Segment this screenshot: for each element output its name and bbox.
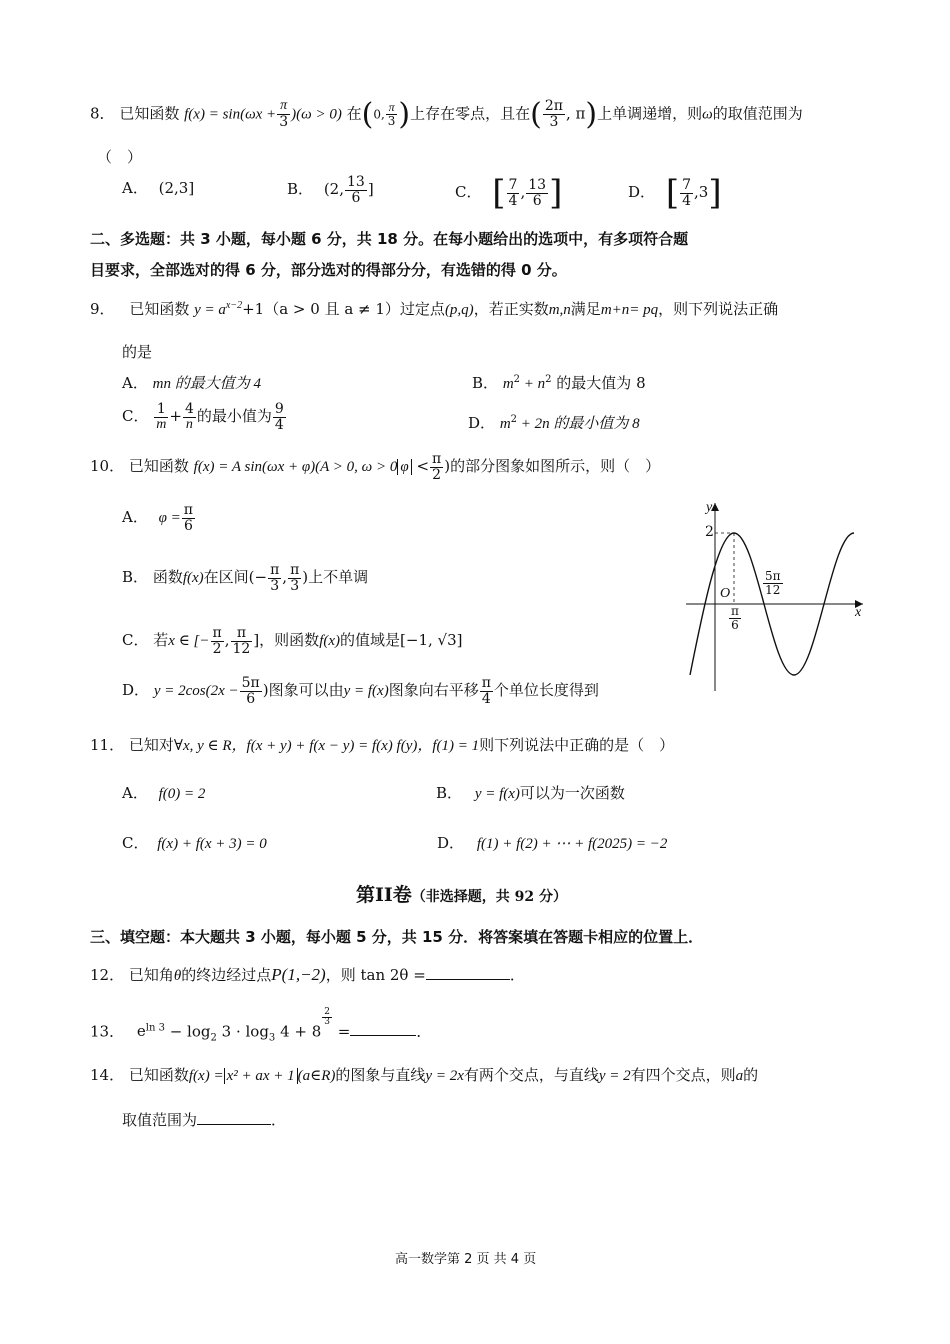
section-2-heading-cont: 目要求，全部选对的得 6 分，部分选对的得部分分，有选错的得 0 分。 [90, 261, 567, 279]
q9-option-a: A． mn 的最大值为 4 [122, 374, 261, 392]
q8-number: 8． [90, 104, 115, 123]
q14-line2: 取值范围为 ． [122, 1111, 287, 1129]
q12-line: 12． 已知角θ的终边经过点P(1,−2)，则 tan 2θ = ． [90, 965, 525, 984]
part-2-heading: 第II卷（非选择题，共 92 分） [356, 884, 568, 906]
q8-option-c: C． [ $\frac{7}{4}$ , $\frac{13}{6}$ ] [455, 173, 563, 213]
q9-number: 9． [90, 300, 115, 318]
q14-line1: 14． 已知函数f(x) = x² + ax + 1 (a∈R)的图象与直线y = 2x有两个交点，与直线y = 2有四个交点，则a的 [90, 1066, 759, 1084]
q11-number: 11． [90, 736, 125, 754]
q13-answer-blank[interactable] [350, 1020, 416, 1036]
page-footer: 高一数学第 2 页 共 4 页 [395, 1252, 537, 1267]
q10-number: 10． [90, 457, 125, 476]
q14-number: 14． [90, 1066, 125, 1084]
q11-option-c: C． f(x) + f(x + 3) = 0 [122, 834, 267, 852]
q8-line1: 8． 已知函数 f(x) = sin(ωx + $\frac{\pi}{3}$ )(ω > 0) 在(0, $\frac{\pi}{3}$ )上存在零点，且在( $\frac{2\pi}{3}$ , π)上单调递增，则ω的取值范围为 [90, 97, 803, 132]
q10-option-b: B． 函数f(x)在区间(− $\frac{\pi}{3}$ , $\frac{\pi}{3}$ )上不单调 [122, 562, 369, 594]
graph-tick-5pi-12: $\frac{5\pi}{12}$ [765, 569, 781, 597]
graph-origin-label: O [720, 586, 731, 601]
q14-answer-blank[interactable] [197, 1109, 271, 1125]
q9-option-c: C． $\frac{1}{m}$ + $\frac{4}{n}$ 的最小值为 $\frac{9}{4}$ [122, 401, 284, 433]
q9-option-b: B． $m^2 + n^2$ 的最大值为 8 [472, 374, 646, 392]
q10-option-a: A． φ = $\frac{\pi}{6}$ [122, 502, 193, 534]
q10-option-c: C． 若x ∈ [− $\frac{\pi}{2}$ , $\frac{\pi}{12}$ ]，则函数f(x)的值域是[−1, √3] [122, 625, 463, 657]
section-2-heading: 二、多选题：共 3 小题，每小题 6 分，共 18 分。在每小题给出的选项中，有多项符合题 [90, 230, 689, 248]
graph-y-label: y [706, 500, 713, 515]
q10-option-d: D． y = 2cos(2x − $\frac{5\pi}{6}$ )图象可以由y = f(x)图象向右平移 $\frac{\pi}{4}$ 个单位长度得到 [122, 675, 599, 707]
part-2-title: 第II卷 [356, 884, 412, 906]
section-3-heading: 三、填空题：本大题共 3 小题，每小题 5 分，共 15 分．将答案填在答题卡相应的位置上． [90, 928, 704, 946]
graph-x-label: x [855, 605, 862, 620]
q8-option-b: B． (2, $\frac{13}{6}$ ] [287, 174, 374, 206]
q13-line: 13． $e^{ln 3} - \log_2 3 \cdot \log_3 4 + 8$ $^{\frac{2}{3}}$ = ． [90, 1007, 432, 1044]
q8-options [122, 177, 194, 198]
q11-option-a: A． f(0) = 2 [122, 784, 206, 802]
q8-answer-paren: （ ） [97, 148, 143, 166]
q8-option-a-label: A． [122, 179, 148, 197]
graph-max-label: 2 [705, 524, 714, 540]
q9-line2: 的是 [122, 343, 153, 361]
graph-tick-pi-6: $\frac{\pi}{6}$ [731, 604, 739, 632]
q12-answer-blank[interactable] [426, 964, 510, 980]
q11-option-d: D． f(1) + f(2) + ⋯ + f(2025) = −2 [437, 834, 668, 852]
q9-line1: 9． 已知函数 $y = a^{x-2}+1(a > 0$ 且 a ≠ 1）过定点(p,q)，若正实数m,n满足m+n= pq，则下列说法正确 [90, 300, 779, 318]
q13-number: 13． [90, 1022, 125, 1041]
q8-option-d: D． [ $\frac{7}{4}$ ,3] [628, 173, 722, 213]
q11-option-b: B． y = f(x)可以为一次函数 [436, 784, 625, 802]
q12-number: 12． [90, 966, 125, 984]
q10-line1: 10． 已知函数 f(x) = A sin(ωx + φ)(A > 0, ω > 0 φ < $\frac{\pi}{2}$ )的部分图象如图所示，则（ ） [90, 451, 661, 483]
q11-line1: 11． 已知对∀x, y ∈ R，f(x + y) + f(x − y) = f(x) f(y)，f(1) = 1则下列说法中正确的是（ ） [90, 736, 675, 754]
q8-function: f(x) = sin(ωx + [184, 106, 277, 123]
q10-sine-graph [680, 495, 870, 695]
q9-option-d: D． $m^2 + 2n$ 的最小值为 8 [468, 414, 640, 432]
q8-option-a: (2,3] [158, 179, 195, 197]
